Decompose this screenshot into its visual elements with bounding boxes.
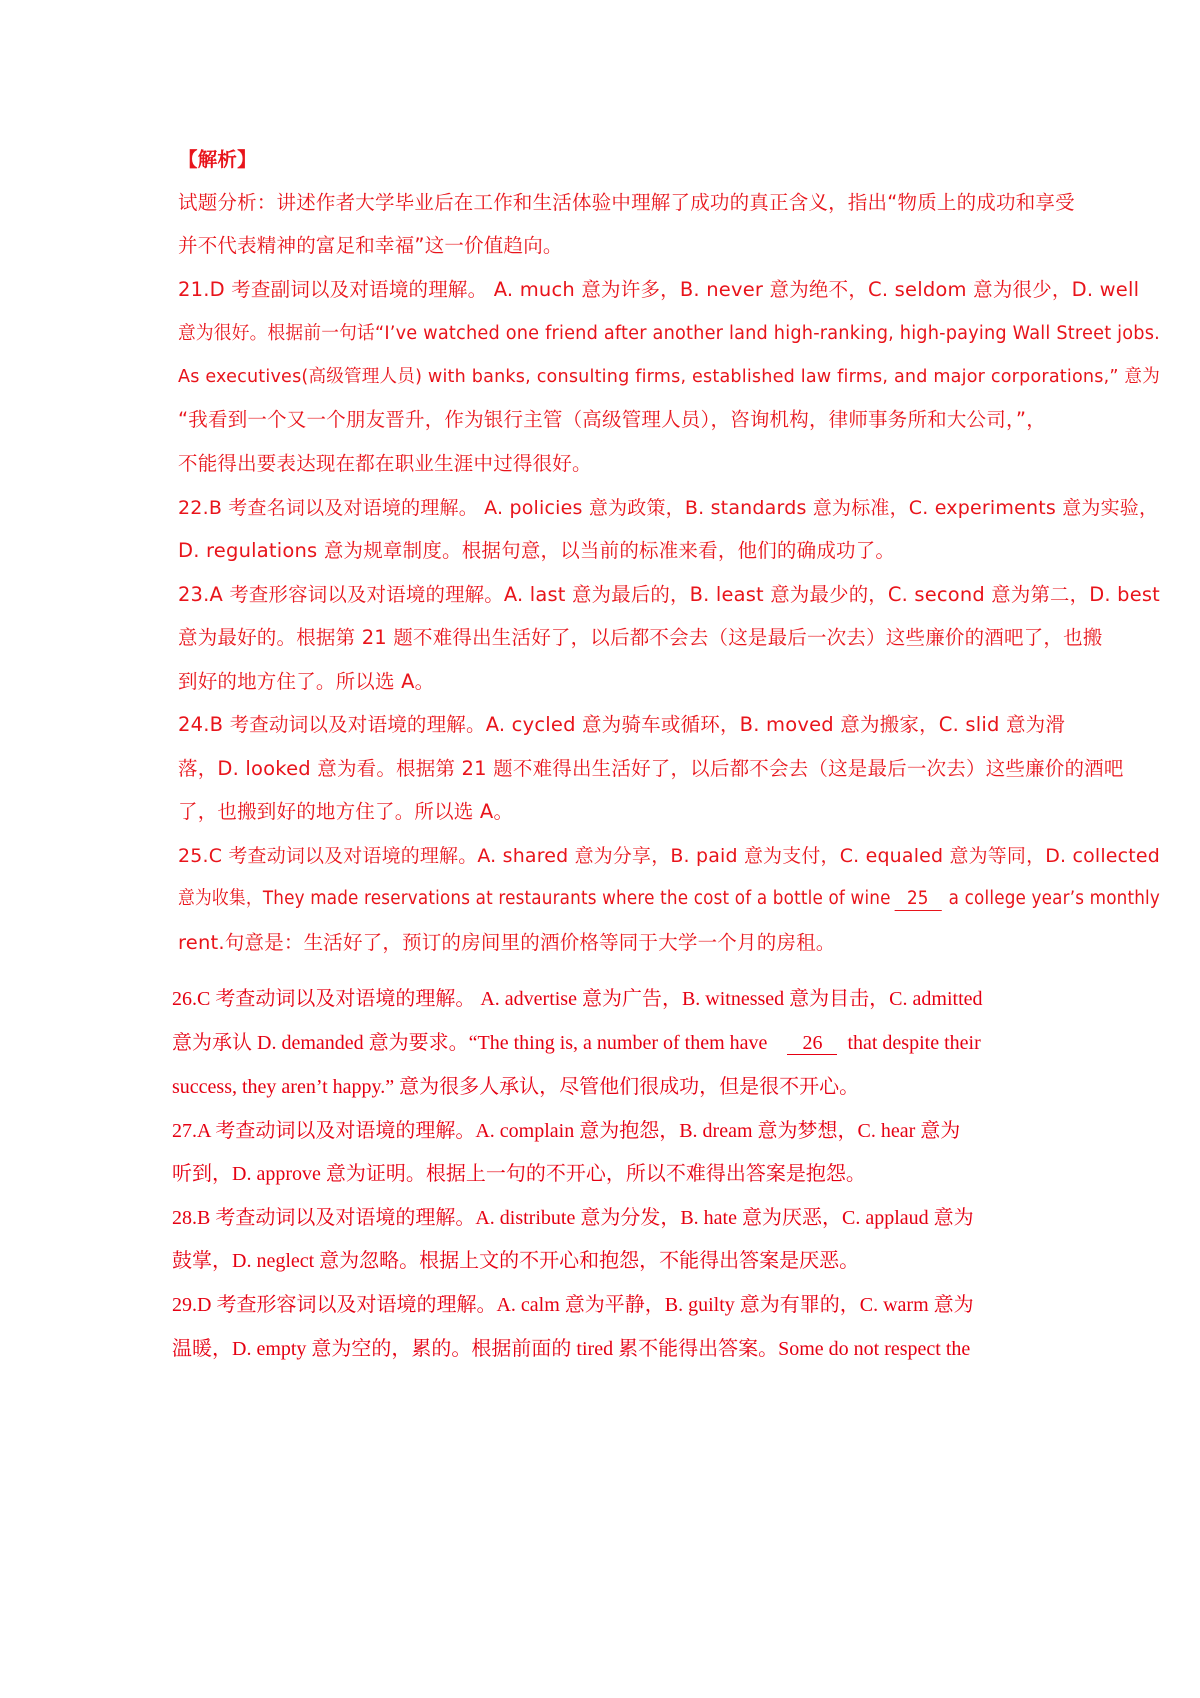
- text-line: 意为最好的。根据第 21 题不难得出生活好了，以后都不会去（这是最后一次去）这些廉价的酒吧了，也搬: [178, 626, 1103, 649]
- text-line: 23.A 考查形容词以及对语境的理解。A. last 意为最后的，B. least 意为最少的，C. second 意为第二，D. best: [178, 583, 1160, 606]
- text-line: 29.D 考查形容词以及对语境的理解。A. calm 意为平静，B. guilty 意为有罪的，C. warm 意为: [172, 1294, 974, 1316]
- text-line: rent.句意是：生活好了，预订的房间里的酒价格等同于大学一个月的房租。: [178, 931, 836, 954]
- text-line: 温暖，D. empty 意为空的，累的。根据前面的 tired 累不能得出答案。Some do not respect the: [172, 1338, 971, 1360]
- text-line: 听到，D. approve 意为证明。根据上一句的不开心，所以不难得出答案是抱怨。: [172, 1163, 866, 1185]
- text-line: 鼓掌，D. neglect 意为忽略。根据上文的不开心和抱怨，不能得出答案是厌恶。: [172, 1250, 860, 1272]
- text-line: 意为很好。根据前一句话“I’ve watched one friend after another land high-ranking, high-paying Wall Street jobs.: [178, 323, 1160, 344]
- text-line: 24.B 考查动词以及对语境的理解。A. cycled 意为骑车或循环，B. moved 意为搬家，C. slid 意为滑: [178, 713, 1066, 736]
- text-line: 并不代表精神的富足和幸福”这一价值趋向。: [178, 234, 563, 257]
- text-segment: 意为收集，They made reservations at restaurants where the cost of a bottle of wine: [178, 888, 891, 909]
- text-line: As executives(高级管理人员) with banks, consulting firms, established law firms, and major corporations,” 意为: [178, 366, 1160, 387]
- text-line-26: [172, 1029, 981, 1057]
- blank-25: 25: [894, 888, 941, 911]
- text-line-25: [178, 885, 1160, 913]
- text-line: 到好的地方住了。所以选 A。: [178, 670, 435, 693]
- text-line: 了，也搬到好的地方住了。所以选 A。: [178, 800, 514, 823]
- text-line: 25.C 考查动词以及对语境的理解。A. shared 意为分享，B. paid 意为支付，C. equaled 意为等同，D. collected: [178, 845, 1161, 867]
- text-line: D. regulations 意为规章制度。根据句意，以当前的标准来看，他们的确成功了。: [178, 539, 896, 562]
- blank-26: 26: [787, 1032, 837, 1055]
- text-segment: that despite their: [847, 1032, 981, 1054]
- text-segment: a college year’s monthly: [948, 888, 1161, 909]
- text-line: 26.C 考查动词以及对语境的理解。 A. advertise 意为广告，B. witnessed 意为目击，C. admitted: [172, 988, 983, 1010]
- text-line: 27.A 考查动词以及对语境的理解。A. complain 意为抱怨，B. dream 意为梦想，C. hear 意为: [172, 1120, 961, 1142]
- text-segment: 意为承认 D. demanded 意为要求。“The thing is, a number of them have: [172, 1032, 768, 1054]
- text-line: 28.B 考查动词以及对语境的理解。A. distribute 意为分发，B. hate 意为厌恶，C. applaud 意为: [172, 1207, 974, 1229]
- text-line: “我看到一个又一个朋友晋升，作为银行主管（高级管理人员），咨询机构，律师事务所和大公司，”，: [178, 408, 1046, 431]
- text-line: 22.B 考查名词以及对语境的理解。 A. policies 意为政策，B. standards 意为标准，C. experiments 意为实验，: [178, 497, 1159, 519]
- text-line: success, they aren’t happy.” 意为很多人承认，尽管他们很成功，但是很不开心。: [172, 1076, 860, 1098]
- text-line: 21.D 考查副词以及对语境的理解。 A. much 意为许多，B. never 意为绝不，C. seldom 意为很少，D. well: [178, 278, 1140, 301]
- text-line: 落，D. looked 意为看。根据第 21 题不难得出生活好了，以后都不会去（这是最后一次去）这些廉价的酒吧: [178, 757, 1124, 780]
- analysis-heading: 【解析】: [178, 148, 257, 171]
- text-line: 试题分析：讲述作者大学毕业后在工作和生活体验中理解了成功的真正含义，指出“物质上的成功和享受: [178, 191, 1075, 214]
- text-line: 不能得出要表达现在都在职业生涯中过得很好。: [178, 452, 592, 475]
